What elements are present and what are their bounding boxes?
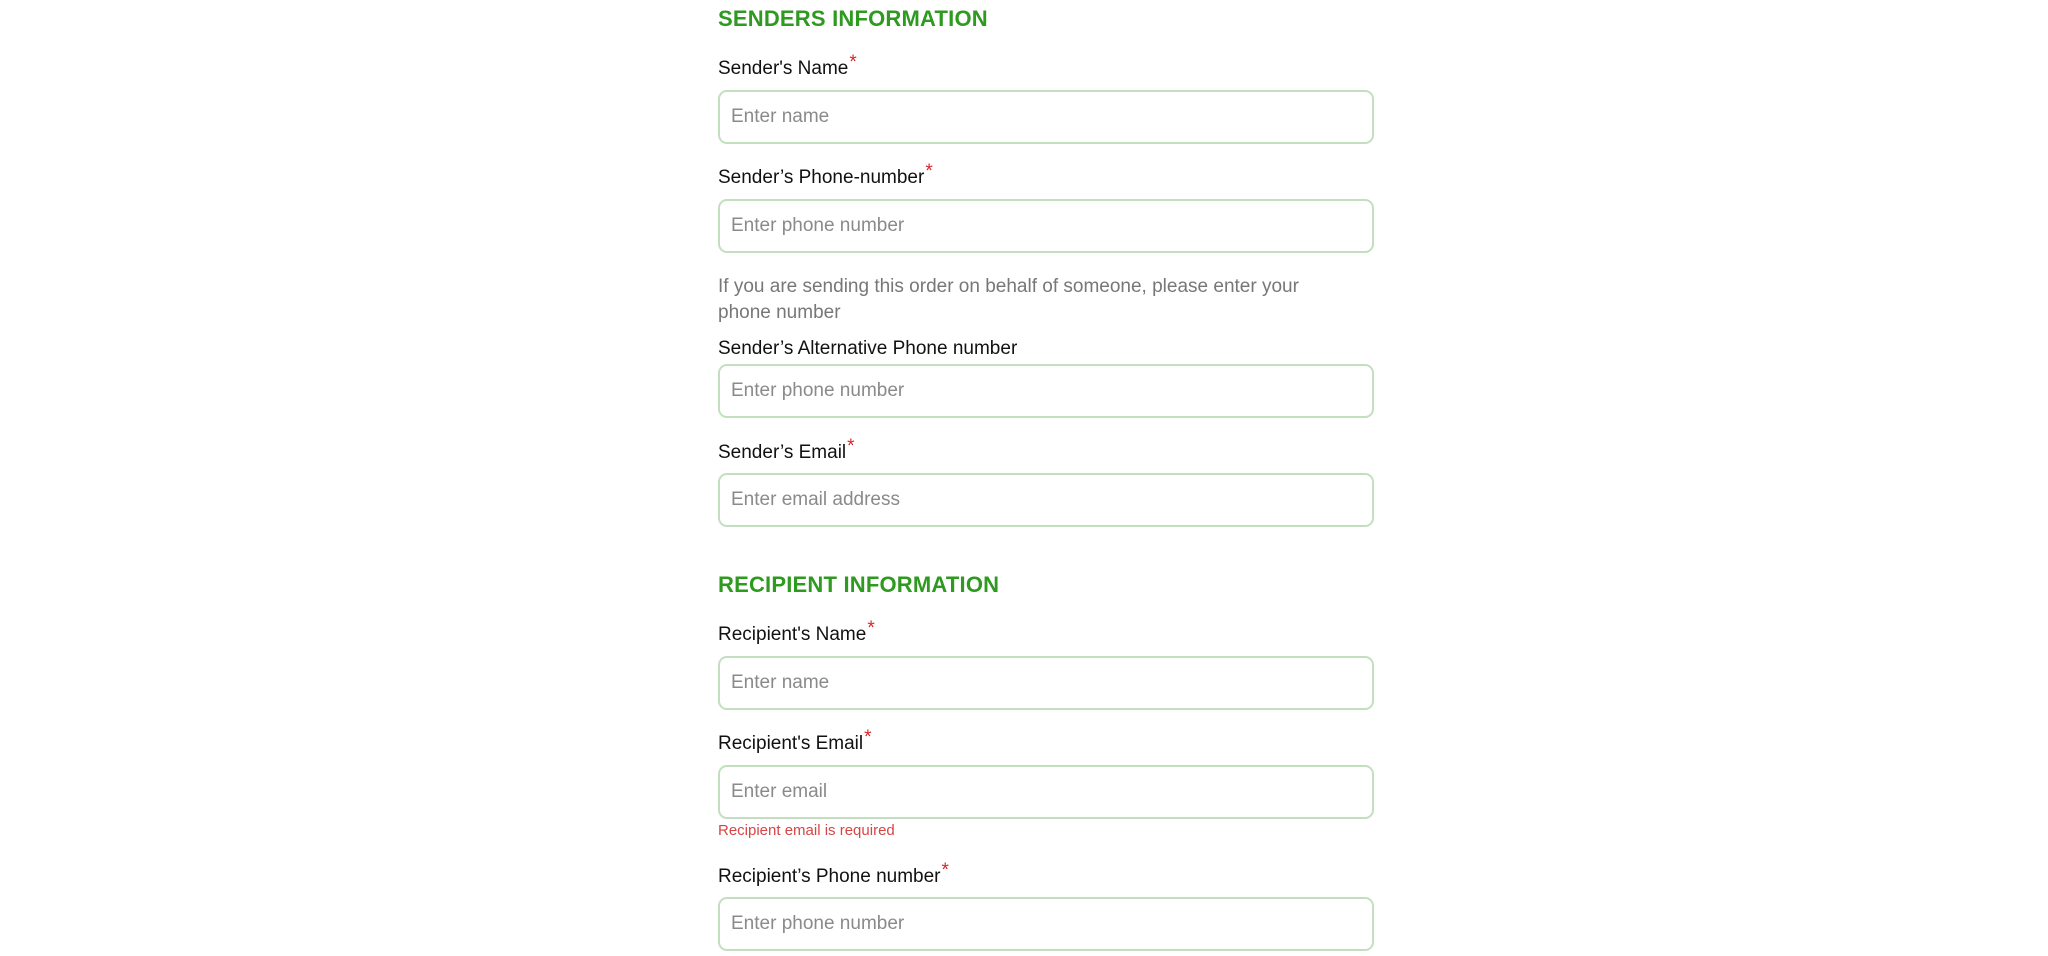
senders-section-title: SENDERS INFORMATION <box>718 6 988 31</box>
sender-alt-phone-input[interactable] <box>718 364 1374 418</box>
recipient-email-input[interactable] <box>718 765 1374 819</box>
required-marker: * <box>925 161 933 182</box>
sender-email-label <box>718 436 855 464</box>
sender-email-label-text: Sender’s Email <box>718 442 847 463</box>
sender-name-label <box>718 52 857 80</box>
sender-alt-phone-label-text: Sender’s Alternative Phone number <box>718 338 1018 359</box>
recipient-name-label <box>718 618 875 646</box>
required-marker: * <box>867 618 875 639</box>
recipient-phone-label-text: Recipient’s Phone number <box>718 866 941 887</box>
recipient-phone-input[interactable] <box>718 897 1374 951</box>
recipient-section-title: RECIPIENT INFORMATION <box>718 572 1000 597</box>
required-marker: * <box>847 436 855 457</box>
sender-phone-label-text: Sender’s Phone-number <box>718 167 925 188</box>
sender-phone-label <box>718 161 933 189</box>
recipient-email-label <box>718 727 872 755</box>
sender-phone-hint: If you are sending this order on behalf of someone, please enter your phone number <box>718 276 1299 323</box>
sender-email-input[interactable] <box>718 473 1374 527</box>
recipient-name-label-text: Recipient's Name <box>718 624 867 645</box>
recipient-phone-label <box>718 860 949 888</box>
sender-alt-phone-label <box>718 338 1017 360</box>
sender-phone-input[interactable] <box>718 199 1374 253</box>
recipient-email-label-text: Recipient's Email <box>718 733 864 754</box>
required-marker: * <box>941 860 949 881</box>
required-marker: * <box>849 52 857 73</box>
sender-name-label-text: Sender's Name <box>718 58 849 79</box>
sender-name-input[interactable] <box>718 90 1374 144</box>
recipient-email-error: Recipient email is required <box>718 822 895 839</box>
recipient-name-input[interactable] <box>718 656 1374 710</box>
required-marker: * <box>864 727 872 748</box>
